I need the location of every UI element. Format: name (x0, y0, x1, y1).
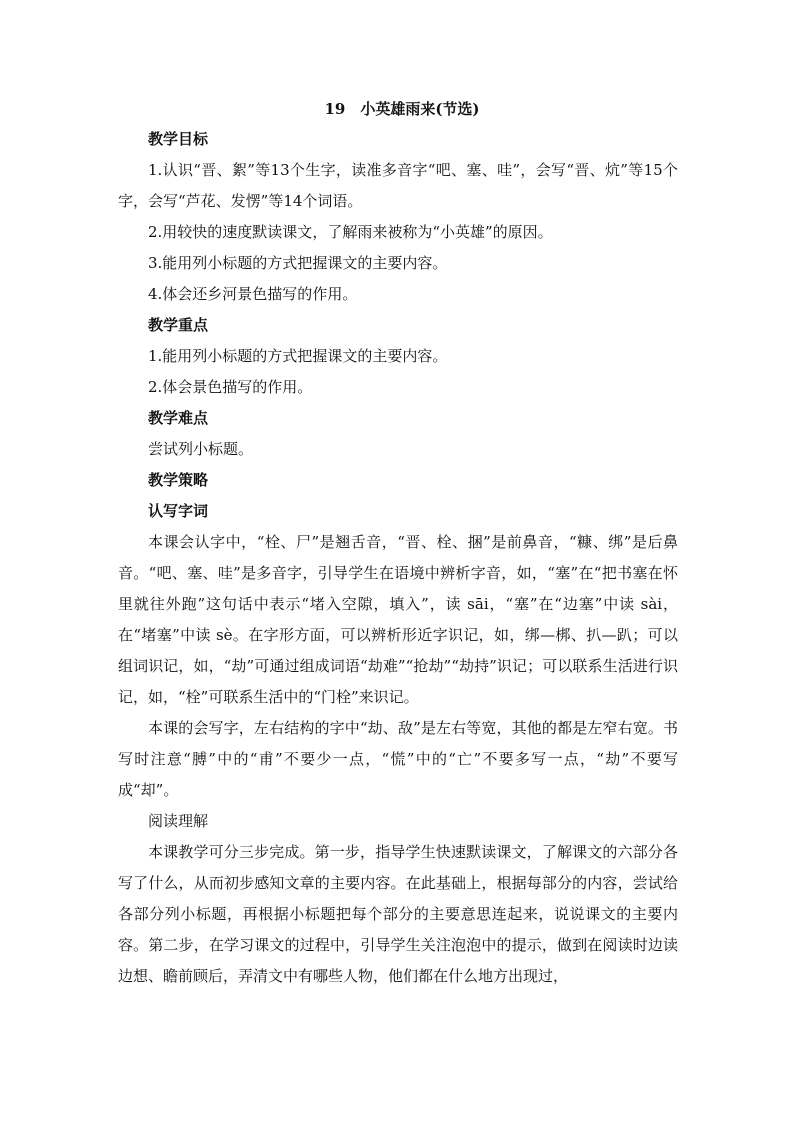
key-point-1: 1.能用列小标题的方式把握课文的主要内容。 (148, 347, 448, 365)
goal-item-2: 2.用较快的速度默读课文，了解雨来被称为“小英雄”的原因。 (148, 223, 553, 241)
words-heading: 认写字词 (148, 502, 209, 520)
words-paragraph-1: 本课会认字中，“栓、尸”是翘舌音，“晋、栓、捆”是前鼻音，“糠、绑”是后鼻音。“吧、塞、哇”是多音字，引导学生在语境中辨析字音，如，“塞”在“把书塞在怀里就往外跑”这句话中表示“堵入空隙，填入”，读 sāi，“塞”在“边塞”中读 sài，在“堵塞”中读 sè。在字形方面，可以辨析形近字识记，如，绑—梆、扒—趴；可以组词识记，如，“劫”可通过组成词语“劫难”“抢劫”“劫持”识记；可以联系生活进行识记，如，“栓”可联系生活中的“门栓”来识记。 (118, 533, 678, 706)
key-point-2: 2.体会景色描写的作用。 (148, 378, 313, 396)
reading-heading: 阅读理解 (148, 812, 209, 830)
goal-item-1: 1.认识“晋、絮”等13个生字，读准多音字“吧、塞、哇”，会写“晋、炕”等15个字，会写“芦花、发愣”等14个词语。 (118, 161, 678, 210)
difficulty-heading: 教学难点 (148, 409, 209, 427)
goals-heading: 教学目标 (148, 130, 209, 148)
goal-item-4: 4.体会还乡河景色描写的作用。 (148, 285, 358, 303)
reading-paragraph: 本课教学可分三步完成。第一步，指导学生快速默读课文，了解课文的六部分各写了什么，从而初步感知文章的主要内容。在此基础上，根据每部分的内容，尝试给各部分列小标题，再根据小标题把每个部分的主要意思连起来，说说课文的主要内容。第二步，在学习课文的过程中，引导学生关注泡泡中的提示，做到在阅读时边读边想、瞻前顾后，弄清文中有哪些人物，他们都在什么地方出现过， (118, 843, 678, 985)
key-points-heading: 教学重点 (148, 316, 209, 334)
lesson-title: 19 小英雄雨来(节选) (324, 100, 480, 118)
strategy-heading: 教学策略 (148, 471, 209, 489)
words-paragraph-2: 本课的会写字，左右结构的字中“劫、敌”是左右等宽，其他的都是左窄右宽。书写时注意“膊”中的“甫”不要少一点，“慌”中的“亡”不要多写一点，“劫”不要写成“却”。 (118, 719, 678, 799)
goal-item-3: 3.能用列小标题的方式把握课文的主要内容。 (148, 254, 448, 272)
difficulty-text: 尝试列小标题。 (148, 440, 254, 458)
document-body (118, 94, 678, 992)
